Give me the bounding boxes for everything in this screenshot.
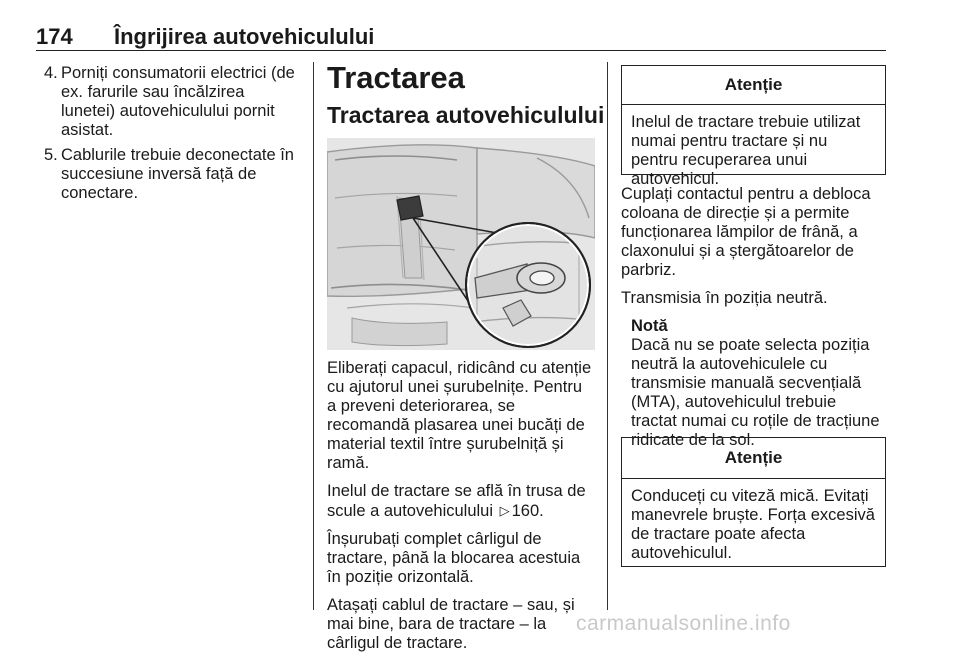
step-number: 5. [44,146,58,164]
paragraph: Atașați cablul de tractare – sau, și mai bine, bara de tractare – la cârligul de tractare. [327,596,575,652]
watermark: carmanualsonline.info [576,612,791,635]
middle-column-text [327,359,595,662]
paragraph-text: Inelul de tractare se află în trusa de scule a autovehiculului [327,482,586,520]
paragraph: Transmisia în poziția neutră. [621,289,828,307]
towing-eye-illustration [327,138,595,350]
paragraph: Cuplați contactul pentru a debloca coloana de direcție și a permite funcționarea lămpilor de frână, a claxonului și a ștergătoarelor de parbriz. [621,185,871,279]
note-label: Notă [631,317,668,335]
chapter-title: Tractarea [327,60,465,95]
paragraph: Eliberați capacul, ridicând cu atenție cu ajutorul unei șurubelnițe. Pentru a preveni deteriorarea, se recomandă plasarea unei bucăți de material textil între șurubelniță și ramă. [327,359,592,472]
step-item [36,64,302,140]
column-divider-right [607,62,608,610]
section-title: Îngrijirea autovehiculului [114,24,375,49]
page-reference: 160. [511,502,544,520]
right-column-text [621,185,886,450]
left-column [36,64,302,209]
caution-title: Atenție [622,66,885,105]
column-divider-left [313,62,314,610]
section-subtitle: Tractarea autovehiculului [327,102,605,128]
paragraph [327,482,595,521]
reference-arrow-icon: ▷ [499,503,510,518]
steps-list [36,64,302,203]
step-item [36,146,302,203]
step-text: Porniți consumatorii electrici (de ex. farurile sau încălzirea lunetei) autovehiculului pornit asistat. [61,64,295,139]
caution-body: Inelul de tractare trebuie utilizat numai pentru tractare și nu pentru recuperarea unui autovehicul. [631,113,861,188]
caution-box [621,437,886,567]
caution-title: Atenție [622,438,885,479]
caution-body: Conduceți cu viteză mică. Evitați manevrele bruște. Forța excesivă de tractare poate afecta autovehiculul. [631,487,875,562]
page-number: 174 [36,24,73,49]
step-number: 4. [44,64,58,82]
paragraph: Înșurubați complet cârligul de tractare, până la blocarea acestuia în poziție orizontală. [327,530,581,586]
note-block [621,317,886,450]
step-text: Cablurile trebuie deconectate în succesiune inversă față de conectare. [61,146,294,202]
note-text: Dacă nu se poate selecta poziția neutră la autovehiculele cu transmisie manuală secvențială (MTA), autovehiculul trebuie tractat numai cu roțile de tracțiune ridicate de la sol. [631,336,880,449]
page-header [36,14,886,51]
caution-box [621,65,886,188]
